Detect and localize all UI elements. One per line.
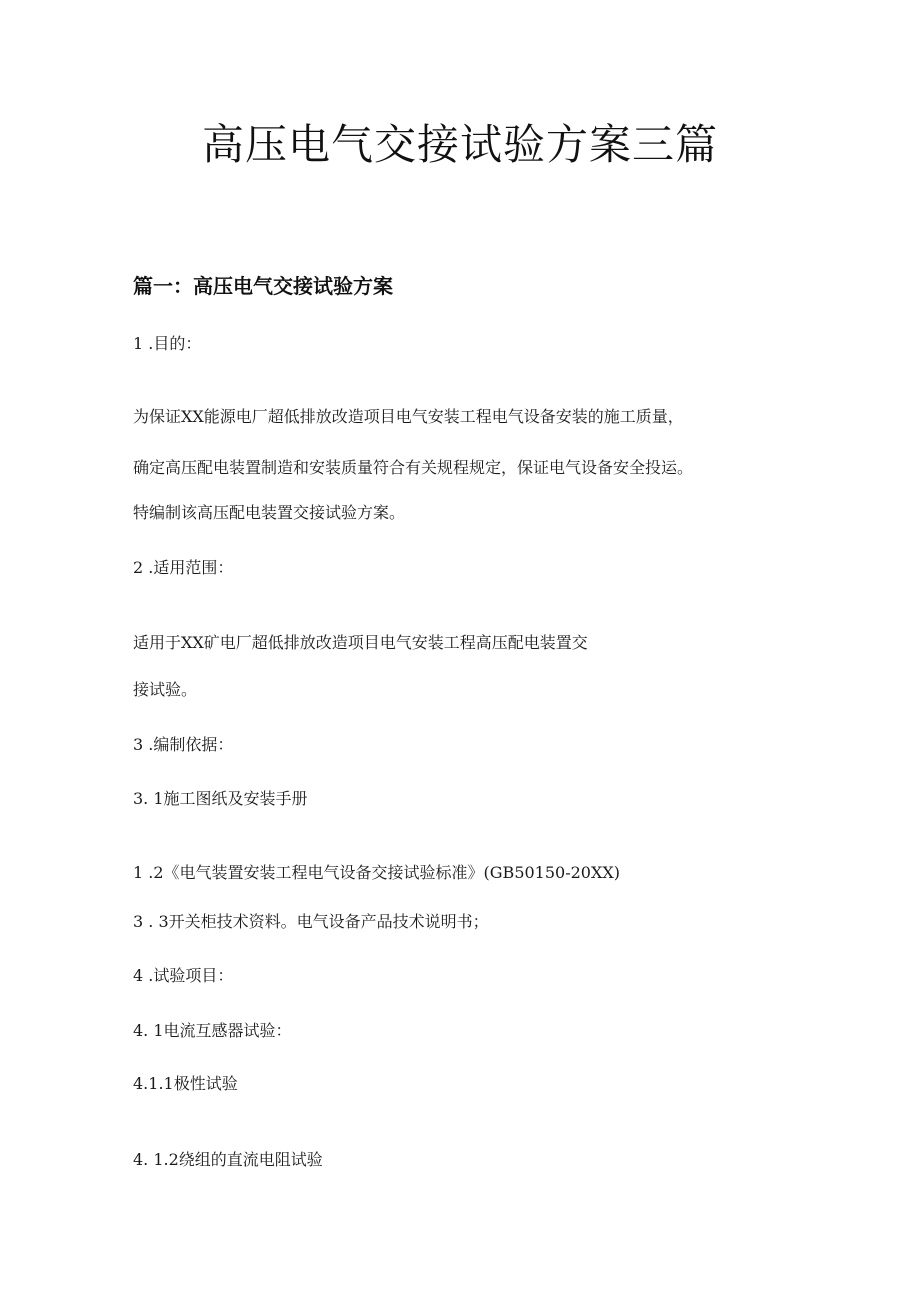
heading-purpose: 1 .目的： (133, 334, 202, 353)
paragraph-scope-line-1: 适用于XX矿电厂超低排放改造项目电气安装工程高压配电装置交 (133, 633, 588, 652)
paragraph-scope-line-2: 接试验。 (133, 680, 198, 699)
heading-test-items: 4 .试验项目： (133, 966, 234, 985)
basis-item-3: 3 . 3开关柜技术资料。电气设备产品技术说明书； (133, 912, 489, 931)
document-title: 高压电气交接试验方案三篇 (201, 120, 718, 169)
basis-item-2: 1 .2《电气装置安装工程电气设备交接试验标准》(GB50150-20XX) (133, 863, 621, 882)
section-title: 篇一：高压电气交接试验方案 (133, 274, 393, 298)
test-item-dc-resistance: 4. 1.2绕组的直流电阻试验 (133, 1150, 323, 1169)
test-item-current-transformer: 4. 1电流互感器试验： (133, 1021, 292, 1040)
test-item-polarity: 4.1.1极性试验 (133, 1074, 238, 1093)
heading-scope: 2 .适用范围： (133, 558, 234, 577)
heading-basis: 3 .编制依据： (133, 735, 234, 754)
paragraph-purpose-line-2: 确定高压配电装置制造和安装质量符合有关规程规定，保证电气设备安全投运。 (133, 458, 694, 477)
basis-item-1: 3. 1施工图纸及安装手册 (133, 789, 308, 808)
paragraph-purpose-line-3: 特编制该高压配电装置交接试验方案。 (133, 503, 406, 522)
paragraph-purpose-line-1: 为保证XX能源电厂超低排放改造项目电气安装工程电气设备安装的施工质量， (133, 407, 684, 426)
